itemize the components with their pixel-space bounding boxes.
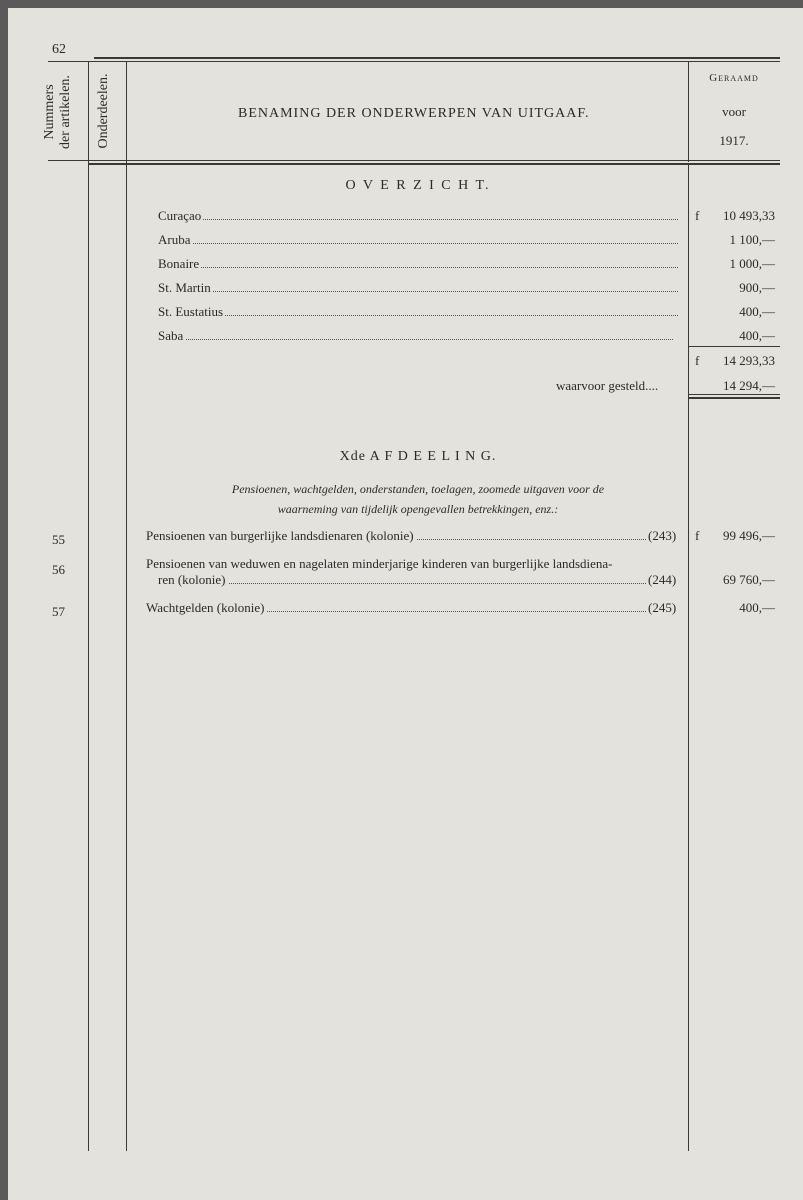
article-ref: (245) (648, 600, 677, 615)
article-number: 55 (52, 532, 65, 547)
header-rule (48, 160, 780, 161)
total-rule (688, 346, 780, 347)
amount-column-divider (688, 165, 689, 1151)
total-currency: f (695, 353, 700, 368)
article-number: 57 (52, 604, 65, 619)
header-estimated-label: Geraamd (709, 72, 759, 84)
overzicht-amount: 1 000,— (729, 256, 775, 271)
article-row: ren (kolonie) (158, 572, 646, 588)
article-label-line1: Pensioenen van weduwen en nagelaten minderjarige kinderen van burgerlijke landsdiena- (146, 556, 613, 571)
overzicht-title: O V E R Z I C H T. (345, 178, 491, 193)
page-number: 62 (52, 42, 66, 57)
top-rule-thin (48, 61, 780, 62)
overzicht-amount: 400,— (739, 328, 775, 343)
column-divider-2 (126, 61, 127, 1151)
header-year: 1917. (719, 133, 749, 148)
header-col-article-numbers: Nummers der artikelen. (42, 75, 73, 149)
double-rule-2 (688, 397, 780, 399)
overzicht-amount: 1 100,— (729, 232, 775, 247)
afdeeling-subtitle-line2: waarneming van tijdelijk opengevallen betrekkingen, enz.: (277, 502, 559, 516)
column-divider-1 (88, 61, 89, 1151)
article-row: Wachtgelden (kolonie) (146, 600, 646, 616)
header-col-subdivisions: Onderdeelen. (96, 73, 111, 149)
overzicht-row: Curaçao (158, 208, 678, 224)
rounded-total: 14 294,— (723, 378, 775, 393)
overzicht-total: 14 293,33 (723, 353, 775, 368)
overzicht-currency: f (695, 208, 700, 223)
top-rule (94, 57, 780, 59)
article-number: 56 (52, 562, 65, 577)
afdeeling-subtitle-line1: Pensioenen, wachtgelden, onderstanden, toelagen, zoomede uitgaven voor de (231, 482, 605, 496)
overzicht-row: Saba (158, 328, 673, 344)
article-currency: f (695, 528, 700, 543)
header-for-label: voor (722, 104, 746, 119)
overzicht-row: St. Martin (158, 280, 678, 296)
article-row: Pensioenen van burgerlijke landsdienaren (kolonie) (146, 528, 646, 544)
article-ref: (244) (648, 572, 677, 587)
double-rule-1 (688, 394, 780, 395)
article-amount: 69 760,— (723, 572, 775, 587)
overzicht-row: Bonaire (158, 256, 678, 272)
afdeeling-title: Xde A F D E E L I N G. (339, 449, 497, 464)
overzicht-amount: 400,— (739, 304, 775, 319)
article-amount: 99 496,— (723, 528, 775, 543)
article-amount: 400,— (739, 600, 775, 615)
rounded-label: waarvoor gesteld.... (556, 378, 659, 393)
overzicht-row: Aruba (158, 232, 678, 248)
header-rule-thick (88, 163, 780, 165)
overzicht-row: St. Eustatius (158, 304, 678, 320)
document-page (8, 8, 803, 1200)
header-title: BENAMING DER ONDERWERPEN VAN UITGAAF. (238, 106, 590, 121)
article-ref: (243) (648, 528, 677, 543)
overzicht-amount: 10 493,33 (723, 208, 775, 223)
overzicht-amount: 900,— (739, 280, 775, 295)
